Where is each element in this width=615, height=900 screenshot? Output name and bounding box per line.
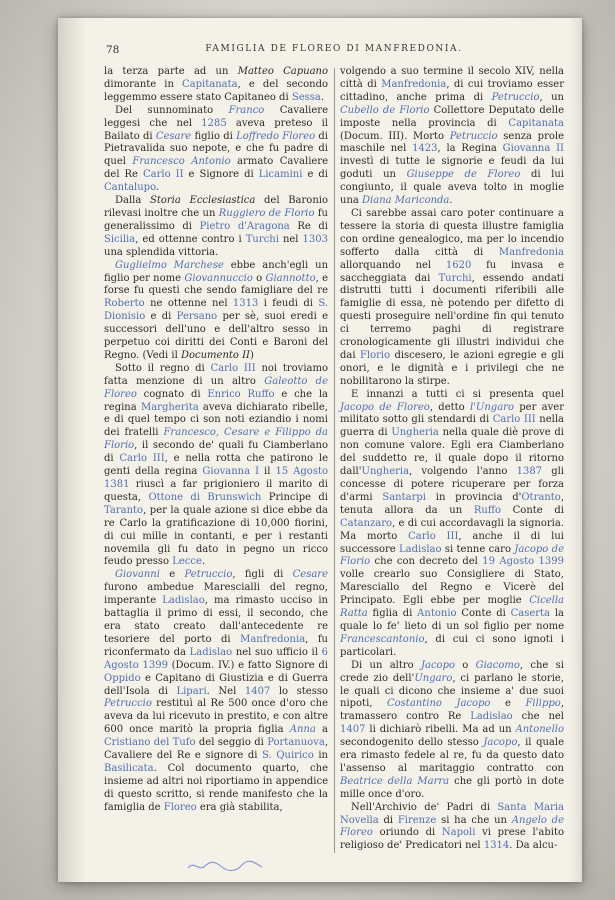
text-run: , un [539, 91, 564, 103]
entity-link[interactable]: Manfredonia [381, 78, 447, 90]
entity-link[interactable]: Otranto [521, 491, 561, 503]
entity-link[interactable]: Napoli [441, 827, 476, 839]
entity-link[interactable]: Manfredonia [498, 246, 564, 258]
entity-link[interactable]: Ladislao [470, 711, 513, 723]
entity-link[interactable]: Galeotto de Floreo [104, 375, 328, 400]
text-run: gli concesse di potere ricuperare per forza d'armi [340, 466, 564, 503]
text-run: , fu riconfermato da [104, 633, 329, 658]
entity-link[interactable]: 1313 [232, 298, 259, 310]
entity-link[interactable]: Pietro d'Aragona [199, 220, 290, 232]
column-divider [334, 68, 335, 853]
text-run: il [259, 466, 276, 478]
text-run: allorquando nel [340, 259, 446, 271]
entity-link[interactable]: Cubello de Florio [340, 104, 430, 116]
entity-link[interactable]: Giovanna I [202, 466, 260, 478]
entity-link[interactable]: Persano [176, 311, 218, 323]
text-run: Storia Ecclesiastica [150, 195, 256, 207]
entity-link[interactable]: Capitanata [508, 117, 564, 129]
entity-link[interactable]: Antonio [417, 608, 457, 620]
text-run: la quale lo fe' lieto di un sol figlio per nome [340, 608, 564, 632]
text-run: Conte di [500, 504, 564, 516]
text-run: , e del secondo leggemmo essere stato Capitaneo di [104, 78, 329, 103]
text-run: . [201, 556, 206, 568]
text-run: e Capitano di Giustizia e di Guerra dell'Isola di [104, 672, 328, 697]
entity-link[interactable]: Giannotto [265, 272, 316, 284]
text-run: , Cavaliere del Re e signore di [104, 737, 328, 762]
entity-link[interactable]: Guglielmo Marchese [115, 259, 224, 271]
text-run: i feudi di [258, 298, 319, 310]
text-run: di [378, 814, 398, 826]
entity-link[interactable]: Ladislao [162, 595, 205, 607]
entity-link[interactable]: Licamini [258, 169, 303, 181]
entity-link[interactable]: Manfredonia [240, 633, 306, 645]
text-run: ) [250, 349, 254, 361]
text-run: , volgendo l'anno [409, 466, 517, 478]
entity-link[interactable]: Floreo [163, 801, 197, 813]
book-page [58, 18, 582, 882]
entity-link[interactable]: Sicilia [104, 233, 136, 245]
text-run: e [490, 698, 526, 710]
entity-link[interactable]: Filippo [525, 698, 561, 710]
entity-link[interactable]: Giacomo [475, 659, 520, 671]
text-run: . [320, 91, 325, 103]
entity-link[interactable]: Loffredo Floreo [236, 130, 316, 142]
text-run: Ci sarebbe assai caro poter continuare a tessere la storia di questa illustre famiglia con ordine genealogico, ma per lo incendio sofferto dalla città di [340, 207, 564, 258]
text-run: volle crearlo suo Consigliere di Stato, Maresciallo del Regno e Vicerè del Principato. Egli ebbe per moglie [340, 569, 564, 607]
text-run: cognato di [136, 388, 208, 400]
entity-link[interactable]: 6 Agosto 1399 [104, 646, 328, 671]
entity-link[interactable]: 15 Agosto 1381 [104, 466, 328, 490]
entity-link[interactable]: Capitanata [182, 78, 238, 90]
entity-link[interactable]: l'Ungaro [469, 401, 514, 413]
text-run: per aver militato sotto gli stendardi di [340, 401, 564, 426]
entity-link[interactable]: Santa Maria Novella [340, 801, 564, 826]
text-run: Conte di [456, 608, 511, 620]
text-run: senza prole maschile nel [340, 130, 564, 155]
text-run: Cavaliere leggesi che nel [104, 104, 328, 129]
text-run: o [252, 272, 266, 284]
paragraph [104, 363, 328, 570]
entity-link[interactable]: S. Dionisio [104, 298, 329, 323]
text-run: dimorante in [104, 78, 183, 90]
text-run: , per la quale azione si dice ebbe da re Carlo la gratificazione di 10,000 fiorini, di cui mille in contanti, e per i restanti novemila gli fu dato in pegno un ricco feudo presso [104, 504, 328, 568]
entity-link[interactable]: Petruccio [491, 91, 540, 103]
text-run: a [315, 724, 329, 736]
text-run: li dichiarò ribelli. Ma ad un [365, 724, 516, 736]
text-run: Sotto il regno di [115, 362, 211, 374]
entity-link[interactable]: Ungaro [414, 672, 453, 684]
entity-link[interactable]: Catanzaro [340, 517, 393, 529]
text-run: vi prese l'abito religioso de' Predicatori nel [340, 827, 564, 852]
entity-link[interactable]: 1387 [516, 466, 543, 478]
text-run: che gli portò in dote mille once d'oro. [340, 775, 564, 800]
paragraph [104, 66, 328, 105]
entity-link[interactable]: Cesare [155, 130, 192, 142]
entity-link[interactable]: S. Quirico [262, 750, 314, 762]
entity-link[interactable]: Giuseppe de Floreo [406, 169, 521, 181]
entity-link[interactable]: 1620 [445, 259, 472, 271]
entity-link[interactable]: 1303 [302, 233, 328, 245]
paragraph [104, 195, 328, 260]
text-run: , ci parlano le storie, le quali ci dicono che insieme a' due suoi nipoti, [340, 672, 564, 710]
text-run: armato Cavaliere del Re [104, 156, 329, 181]
text-run: , essendo andati distrutti tutti i documenti riferibili alle famiglie di essa, nè potendo per difetto di questi proseguire nell'ordine fin qui tenuto ci terremo paghi di registrare cronologicamente gli illustri individui che dai [340, 272, 565, 361]
text-run: aveva dichiarato ribelle, e di quel tempo ci son noti eziandio i nomi dei fratelli [104, 401, 328, 439]
entity-link[interactable]: Ungheria [391, 427, 439, 439]
text-run: . [449, 195, 453, 207]
entity-link[interactable]: Petruccio [449, 130, 498, 142]
text-run: . Col documento quarto, che insieme ad altri noi riportiamo in appendice di questo scritto, si rende manifesto che la famiglia de [104, 762, 328, 813]
entity-link[interactable]: Carlo III [119, 453, 165, 465]
text-run: , e di cui accordavagli la signoria. Ma morto [340, 517, 564, 542]
text-run: riuscì a far prigioniero il marito di questa, [104, 479, 328, 503]
text-run: e Signore di [183, 169, 259, 181]
text-run: lo stesso [270, 685, 329, 697]
entity-link[interactable]: Ruffo [473, 504, 501, 516]
paragraph [340, 389, 564, 660]
entity-link[interactable]: Antonello [515, 724, 564, 736]
entity-link[interactable]: Anna [289, 724, 316, 736]
text-run: di Pietravalida suo nepote, e che fu padre di quel [104, 130, 329, 168]
text-run: la terza parte ad un [104, 66, 238, 77]
text-run: Documento II [180, 349, 251, 361]
entity-link[interactable]: Florio [359, 349, 391, 361]
entity-link[interactable]: Francesco, Cesare e Filippo da Florio [104, 427, 328, 452]
entity-link[interactable]: Enrico Ruffo [207, 388, 275, 400]
entity-link[interactable]: Oppido [104, 672, 141, 684]
handwritten-ink-mark [186, 858, 264, 874]
text-run: . Nel [206, 685, 245, 697]
entity-link[interactable]: Ungheria [361, 466, 410, 478]
text-run: ne ottenne nel [144, 298, 233, 310]
text-run: . [155, 182, 160, 194]
text-run: Principe di [261, 491, 328, 503]
text-run: in [313, 750, 328, 762]
text-run: restituì al Re 500 once d'oro che aveva da lui ricevuto in prestito, e con altre 600 once maritò la propria figlia [104, 698, 328, 736]
text-run: noi troviamo fatta menzione di un altro [104, 362, 328, 387]
entity-link[interactable]: Diana Mariconda [362, 195, 450, 207]
entity-link[interactable]: Carlo III [492, 414, 536, 426]
text-run: che con decreto del [370, 556, 483, 568]
text-run: Re di [289, 220, 329, 232]
entity-link[interactable]: Jacopo [420, 659, 455, 671]
entity-link[interactable]: Lipari [176, 685, 207, 697]
text-run: e [159, 569, 185, 581]
entity-link[interactable]: 19 Agosto 1399 [482, 556, 564, 568]
text-run: che nel [512, 711, 564, 723]
entity-link[interactable]: Francesco Antonio [132, 156, 231, 168]
text-run: una splendida vittoria. [104, 246, 219, 258]
text-run: nella guerra di [340, 414, 564, 439]
text-run: Nell'Archivio de' Padri di [351, 801, 498, 813]
text-run: E innanzi a tutti ci si presenta quel [351, 388, 564, 400]
text-run: , e forse fu questi che sendo famigliare del re [104, 272, 328, 297]
text-run: del Baronio rilevasi inoltre che un [104, 195, 328, 219]
text-run: nella quale diè prove di non comune valore. Egli era Ciamberlano del suddetto re, il quale dopo il ritorno dall' [340, 427, 564, 478]
text-run: , e nella rotta che patirono le genti della regina [104, 453, 328, 478]
text-run: fu generalissimo di [104, 207, 328, 232]
entity-link[interactable]: Turchi [438, 272, 472, 284]
text-run: e di [145, 311, 177, 323]
text-run: Dalla [115, 195, 151, 207]
text-run: ebbe anch'egli un figlio per nome [104, 259, 329, 284]
text-run: fu invasa e saccheggiata dai [340, 259, 564, 284]
entity-link[interactable]: Franco [228, 104, 265, 116]
text-run: , il quale era rimasto fedele al re, fu da questo dato l'assenso al maritaggio contratto con [340, 737, 564, 774]
text-run: furono ambedue Marescialli del regno, imperante [104, 582, 328, 607]
text-run: Collettore Deputato delle imposte nella provincia di [340, 104, 564, 129]
entity-link[interactable]: 1407 [244, 685, 271, 697]
text-run: , anche il di lui successore [340, 530, 564, 555]
text-run: Di un altro [351, 659, 421, 671]
text-run: , ma rimasto ucciso in battaglia il primo di essi, il secondo, che era stato creato dall'antecedente re tesoriere del porto di [104, 595, 328, 645]
entity-link[interactable]: Taranto [104, 504, 144, 516]
page-header [104, 44, 564, 58]
entity-link[interactable]: Giovannuccio [184, 272, 253, 284]
entity-link[interactable]: Sessa [291, 91, 321, 103]
text-run: investì di tutte le signorie e feudi da lui goduti un [340, 156, 564, 181]
paragraph [340, 802, 564, 854]
right-column [340, 66, 564, 853]
entity-link[interactable]: Turchi [245, 233, 279, 245]
text-run: volgendo a suo termine il secolo XIV, nella città di [340, 66, 564, 90]
text-run: secondogenito dello stesso [340, 737, 484, 749]
text-run: in provincia d' [425, 491, 522, 503]
entity-link[interactable]: Costantino Jacopo [387, 698, 491, 710]
entity-link[interactable]: Ladislao [399, 543, 442, 555]
text-run: discesero, le azioni egregie e gli onori, e le dignità e i privilegi che ne nobilitarono la stirpe. [340, 349, 564, 387]
text-run: o [455, 659, 476, 671]
entity-link[interactable]: Portanuova [267, 737, 325, 749]
text-run: nel suo ufficio il [232, 646, 322, 658]
text-run: e di [302, 169, 328, 181]
entity-link[interactable]: Ruggiero de Florio [218, 207, 315, 219]
text-run: e che la regina [104, 388, 328, 413]
text-run: Matteo Capuano [237, 66, 329, 77]
entity-link[interactable]: Giovanni [115, 569, 160, 581]
entity-link[interactable]: Francescantonio [340, 633, 425, 645]
text-run: di lui congiunto, il quale aveva tolto in moglie una [340, 169, 564, 207]
text-run: figlio di [191, 130, 237, 142]
paragraph [340, 208, 564, 389]
text-run: si tenne caro [441, 543, 515, 555]
entity-link[interactable]: Cristiano del Tufo [104, 737, 196, 749]
entity-link[interactable]: Carlo II [143, 169, 184, 181]
entity-link[interactable]: Firenze [397, 814, 437, 826]
entity-link[interactable]: Angelo de Floreo [340, 814, 565, 839]
entity-link[interactable]: Santarpi [382, 491, 426, 503]
entity-link[interactable]: Cesare [292, 569, 328, 581]
entity-link[interactable]: Margherita [140, 401, 199, 413]
entity-link[interactable]: Jacopo [483, 737, 518, 749]
entity-link[interactable]: 1423 [412, 143, 438, 155]
entity-link[interactable]: Roberto [104, 298, 145, 310]
paragraph [104, 105, 328, 195]
text-run: (Docum. III). Morto [340, 130, 450, 142]
text-run: per sè, suoi eredi e successori dell'uno e dell'altro sesso in perpetuo coi diritti dei Conti e Baroni del Regno. (Vedi il [104, 311, 328, 361]
text-run: , la Regina [437, 143, 503, 155]
entity-link[interactable]: Caserta [510, 608, 551, 620]
entity-link[interactable]: Giovanna II [502, 143, 564, 155]
entity-link[interactable]: 1285 [201, 117, 227, 129]
entity-link[interactable]: Cicella Ratta [340, 595, 564, 620]
entity-link[interactable]: Petruccio [184, 569, 233, 581]
page-number: 78 [106, 44, 120, 56]
text-run: , ed ottenne contro i [135, 233, 246, 245]
text-run: , tramassero contro Re [340, 698, 564, 723]
text-run: (Docum. IV.) e fatto Signore di [167, 659, 328, 671]
text-run: . Da alcu- [509, 840, 558, 852]
entity-link[interactable]: Ladislao [189, 646, 233, 658]
entity-link[interactable]: Basilicata [104, 762, 154, 774]
text-run: , detto [429, 401, 470, 413]
entity-link[interactable]: Jacopo de Floreo [340, 401, 430, 413]
text-run: Del sunnominato [115, 104, 229, 116]
paragraph [340, 660, 564, 802]
text-run: figlia di [367, 608, 418, 620]
entity-link[interactable]: 1314 [483, 840, 510, 852]
entity-link[interactable]: Jacopo de Florio [340, 543, 564, 568]
text-run: nel [278, 233, 303, 245]
text-run: oriundo di [372, 827, 442, 839]
entity-link[interactable]: Carlo III [408, 530, 459, 542]
running-title: FAMIGLIA DE FLOREO DI MANFREDONIA. [205, 44, 463, 54]
text-columns [104, 66, 564, 853]
entity-link[interactable]: Carlo III [210, 362, 256, 374]
text-run: , di cui ci sono ignoti i particolari. [340, 633, 564, 658]
entity-link[interactable]: 1407 [340, 724, 366, 736]
text-run: , il secondo de' quali fu Ciamberlano di [104, 440, 328, 465]
entity-link[interactable]: Lecce [172, 556, 202, 568]
text-run: era già stabilita, [196, 801, 283, 813]
entity-link[interactable]: Cantalupo [104, 182, 156, 194]
text-run: , figli di [232, 569, 293, 581]
paragraph [104, 569, 328, 814]
text-run: del seggio di [195, 737, 268, 749]
text-run: , tenuta allora da un [340, 491, 564, 516]
text-run: , di cui troviamo esser cittadino, anche prima di [340, 78, 564, 103]
left-column [104, 66, 328, 853]
entity-link[interactable]: Beatrice della Marra [340, 775, 450, 787]
text-run: si ha che un [436, 814, 512, 826]
entity-link[interactable]: Ottone di Brunswich [148, 491, 262, 503]
paragraph [340, 66, 564, 208]
paragraph [104, 260, 328, 363]
text-run: , che si crede zio dell' [340, 659, 564, 684]
text-run: aveva preteso il Bailato di [104, 117, 328, 142]
entity-link[interactable]: Petruccio [104, 698, 152, 710]
